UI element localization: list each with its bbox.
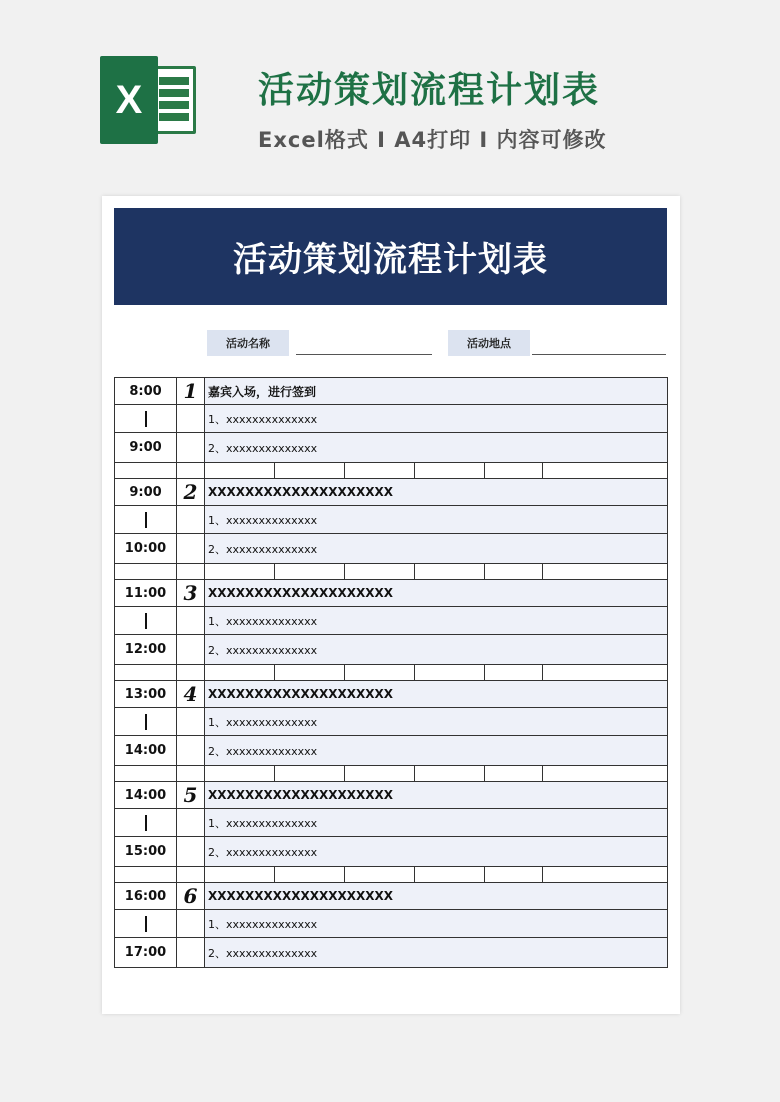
step-item[interactable]: 1、xxxxxxxxxxxxxx <box>205 607 668 635</box>
page-title: 活动策划流程计划表 <box>258 70 601 111</box>
step-title[interactable]: XXXXXXXXXXXXXXXXXXXX <box>205 883 668 910</box>
spacer-cell[interactable] <box>543 564 668 580</box>
page-subtitle: Excel格式 I A4打印 I 内容可修改 <box>258 128 607 152</box>
step-item[interactable]: 1、xxxxxxxxxxxxxx <box>205 405 668 433</box>
spacer-cell[interactable] <box>115 463 177 479</box>
end-time: 9:00 <box>115 433 177 463</box>
time-separator <box>115 809 177 837</box>
spacer-cell[interactable] <box>345 867 415 883</box>
step-number: 1 <box>177 378 205 405</box>
empty-cell <box>177 837 205 867</box>
step-title[interactable]: XXXXXXXXXXXXXXXXXXXX <box>205 681 668 708</box>
spacer-cell[interactable] <box>205 463 275 479</box>
step-number: 6 <box>177 883 205 910</box>
schedule-block-header-row <box>115 479 668 506</box>
empty-cell <box>177 433 205 463</box>
spacer-cell[interactable] <box>177 665 205 681</box>
schedule-item-row <box>115 736 668 766</box>
schedule-item-row <box>115 837 668 867</box>
spacer-row <box>115 463 668 479</box>
empty-cell <box>177 405 205 433</box>
spacer-cell[interactable] <box>415 665 485 681</box>
spacer-cell[interactable] <box>205 564 275 580</box>
end-time: 10:00 <box>115 534 177 564</box>
spacer-cell[interactable] <box>485 564 543 580</box>
step-number: 5 <box>177 782 205 809</box>
step-item[interactable]: 2、xxxxxxxxxxxxxx <box>205 736 668 766</box>
spacer-cell[interactable] <box>275 665 345 681</box>
step-number: 2 <box>177 479 205 506</box>
spacer-cell[interactable] <box>485 463 543 479</box>
spacer-row <box>115 867 668 883</box>
schedule-item-row <box>115 433 668 463</box>
excel-logo-icon <box>100 52 198 148</box>
spacer-cell[interactable] <box>205 766 275 782</box>
spacer-cell[interactable] <box>345 463 415 479</box>
schedule-block-header-row <box>115 580 668 607</box>
spacer-cell[interactable] <box>485 665 543 681</box>
spacer-cell[interactable] <box>543 463 668 479</box>
spacer-cell[interactable] <box>205 867 275 883</box>
activity-name-label: 活动名称 <box>207 330 289 356</box>
empty-cell <box>177 635 205 665</box>
schedule-item-row <box>115 635 668 665</box>
empty-cell <box>177 938 205 968</box>
separator-bar-icon <box>145 613 147 629</box>
spacer-row <box>115 564 668 580</box>
excel-logo-letter: X <box>115 77 143 122</box>
spacer-cell[interactable] <box>275 766 345 782</box>
end-time: 17:00 <box>115 938 177 968</box>
spacer-cell[interactable] <box>115 867 177 883</box>
schedule-block-header-row <box>115 681 668 708</box>
schedule-item-row <box>115 809 668 837</box>
spacer-cell[interactable] <box>345 665 415 681</box>
schedule-item-row <box>115 506 668 534</box>
spacer-cell[interactable] <box>415 564 485 580</box>
schedule-item-row <box>115 910 668 938</box>
step-title[interactable]: XXXXXXXXXXXXXXXXXXXX <box>205 580 668 607</box>
empty-cell <box>177 534 205 564</box>
start-time: 13:00 <box>115 681 177 708</box>
step-title[interactable]: 嘉宾入场，进行签到 <box>205 378 668 405</box>
schedule-table <box>114 377 668 968</box>
step-item[interactable]: 1、xxxxxxxxxxxxxx <box>205 910 668 938</box>
spacer-cell[interactable] <box>543 766 668 782</box>
separator-bar-icon <box>145 714 147 730</box>
time-separator <box>115 708 177 736</box>
empty-cell <box>177 809 205 837</box>
empty-cell <box>177 607 205 635</box>
end-time: 14:00 <box>115 736 177 766</box>
schedule-item-row <box>115 708 668 736</box>
step-number: 3 <box>177 580 205 607</box>
spacer-cell[interactable] <box>415 867 485 883</box>
end-time: 15:00 <box>115 837 177 867</box>
step-item[interactable]: 1、xxxxxxxxxxxxxx <box>205 708 668 736</box>
spacer-row <box>115 766 668 782</box>
activity-location-field[interactable] <box>532 354 666 355</box>
spacer-cell[interactable] <box>345 766 415 782</box>
spacer-cell[interactable] <box>177 766 205 782</box>
schedule-item-row <box>115 607 668 635</box>
start-time: 9:00 <box>115 479 177 506</box>
excel-cover-graphic <box>100 56 158 144</box>
spacer-cell[interactable] <box>485 766 543 782</box>
time-separator <box>115 405 177 433</box>
step-number: 4 <box>177 681 205 708</box>
schedule-block-header-row <box>115 883 668 910</box>
spacer-cell[interactable] <box>115 766 177 782</box>
schedule-item-row <box>115 405 668 433</box>
separator-bar-icon <box>145 916 147 932</box>
separator-bar-icon <box>145 411 147 427</box>
empty-cell <box>177 506 205 534</box>
step-item[interactable]: 2、xxxxxxxxxxxxxx <box>205 433 668 463</box>
separator-bar-icon <box>145 815 147 831</box>
spacer-cell[interactable] <box>275 564 345 580</box>
empty-cell <box>177 736 205 766</box>
start-time: 14:00 <box>115 782 177 809</box>
spacer-cell[interactable] <box>177 867 205 883</box>
end-time: 12:00 <box>115 635 177 665</box>
spacer-cell[interactable] <box>543 867 668 883</box>
schedule-item-row <box>115 938 668 968</box>
document-paper <box>102 196 680 1014</box>
spacer-cell[interactable] <box>115 564 177 580</box>
empty-cell <box>177 708 205 736</box>
start-time: 11:00 <box>115 580 177 607</box>
time-separator <box>115 607 177 635</box>
activity-name-field[interactable] <box>296 354 432 355</box>
spacer-cell[interactable] <box>485 867 543 883</box>
spacer-cell[interactable] <box>205 665 275 681</box>
empty-cell <box>177 910 205 938</box>
spacer-cell[interactable] <box>275 867 345 883</box>
time-separator <box>115 506 177 534</box>
spacer-cell[interactable] <box>415 463 485 479</box>
step-item[interactable]: 2、xxxxxxxxxxxxxx <box>205 534 668 564</box>
time-separator <box>115 910 177 938</box>
step-title[interactable]: XXXXXXXXXXXXXXXXXXXX <box>205 479 668 506</box>
step-item[interactable]: 1、xxxxxxxxxxxxxx <box>205 506 668 534</box>
document-title: 活动策划流程计划表 <box>233 240 548 280</box>
step-title[interactable]: XXXXXXXXXXXXXXXXXXXX <box>205 782 668 809</box>
activity-location-label: 活动地点 <box>448 330 530 356</box>
spacer-cell[interactable] <box>415 766 485 782</box>
spacer-cell[interactable] <box>345 564 415 580</box>
spacer-cell[interactable] <box>115 665 177 681</box>
document-banner <box>114 208 667 305</box>
separator-bar-icon <box>145 512 147 528</box>
schedule-item-row <box>115 534 668 564</box>
spacer-cell[interactable] <box>177 564 205 580</box>
schedule-block-header-row <box>115 378 668 405</box>
step-item[interactable]: 2、xxxxxxxxxxxxxx <box>205 635 668 665</box>
schedule-block-header-row <box>115 782 668 809</box>
spacer-cell[interactable] <box>275 463 345 479</box>
spacer-cell[interactable] <box>543 665 668 681</box>
start-time: 8:00 <box>115 378 177 405</box>
start-time: 16:00 <box>115 883 177 910</box>
step-item[interactable]: 2、xxxxxxxxxxxxxx <box>205 938 668 968</box>
step-item[interactable]: 1、xxxxxxxxxxxxxx <box>205 809 668 837</box>
step-item[interactable]: 2、xxxxxxxxxxxxxx <box>205 837 668 867</box>
spacer-row <box>115 665 668 681</box>
spacer-cell[interactable] <box>177 463 205 479</box>
